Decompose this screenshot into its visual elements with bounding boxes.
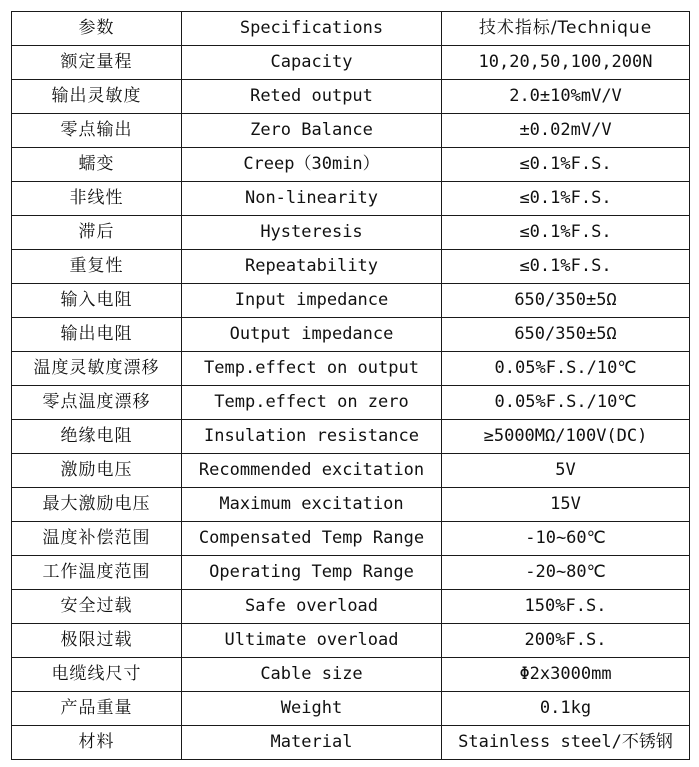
table-row [12,352,690,386]
param-name-en: Weight [182,692,442,726]
param-value: Φ2x3000mm [442,658,690,692]
param-name-en: Creep（30min） [182,148,442,182]
param-name-cn: 温度补偿范围 [12,522,182,556]
param-value: 5V [442,454,690,488]
table-row [12,454,690,488]
table-row [12,726,690,760]
param-name-en: Ultimate overload [182,624,442,658]
table-row [12,658,690,692]
param-name-cn: 激励电压 [12,454,182,488]
param-value: ±0.02mV/V [442,114,690,148]
param-name-en: Non-linearity [182,182,442,216]
table-row [12,556,690,590]
table-row [12,148,690,182]
param-name-cn: 安全过载 [12,590,182,624]
param-value: 0.05%F.S./10℃ [442,352,690,386]
param-name-cn: 重复性 [12,250,182,284]
table-row [12,284,690,318]
param-name-en: Hysteresis [182,216,442,250]
param-value: Stainless steel/不锈钢 [442,726,690,760]
table-row [12,522,690,556]
param-value: 150%F.S. [442,590,690,624]
param-name-cn: 绝缘电阻 [12,420,182,454]
table-row [12,590,690,624]
param-name-en: Temp.effect on zero [182,386,442,420]
param-name-en: Capacity [182,46,442,80]
header-cell-en: Specifications [182,12,442,46]
param-value: ≤0.1%F.S. [442,148,690,182]
param-name-cn: 输出灵敏度 [12,80,182,114]
param-name-en: Insulation resistance [182,420,442,454]
table-row [12,250,690,284]
param-name-en: Input impedance [182,284,442,318]
param-name-en: Reted output [182,80,442,114]
param-name-en: Material [182,726,442,760]
param-name-cn: 输出电阻 [12,318,182,352]
param-name-cn: 滞后 [12,216,182,250]
param-name-en: Recommended excitation [182,454,442,488]
param-name-cn: 零点温度漂移 [12,386,182,420]
table-row [12,420,690,454]
param-value: -10~60℃ [442,522,690,556]
table-row [12,182,690,216]
param-name-en: Maximum excitation [182,488,442,522]
table-row [12,318,690,352]
param-name-cn: 极限过载 [12,624,182,658]
param-name-en: Zero Balance [182,114,442,148]
param-name-cn: 温度灵敏度漂移 [12,352,182,386]
param-value: ≤0.1%F.S. [442,182,690,216]
param-name-en: Compensated Temp Range [182,522,442,556]
param-name-cn: 工作温度范围 [12,556,182,590]
table-row [12,488,690,522]
param-name-cn: 最大激励电压 [12,488,182,522]
table-row [12,216,690,250]
param-name-en: Output impedance [182,318,442,352]
param-value: 10,20,50,100,200N [442,46,690,80]
header-cell-cn: 参数 [12,12,182,46]
param-value: 15V [442,488,690,522]
spec-table-body [12,12,690,760]
table-row [12,114,690,148]
table-row [12,692,690,726]
param-name-cn: 电缆线尺寸 [12,658,182,692]
param-value: 2.0±10%mV/V [442,80,690,114]
param-name-cn: 材料 [12,726,182,760]
param-value: 0.05%F.S./10℃ [442,386,690,420]
param-name-en: Cable size [182,658,442,692]
param-name-en: Repeatability [182,250,442,284]
param-value: 0.1kg [442,692,690,726]
param-name-en: Operating Temp Range [182,556,442,590]
table-row [12,624,690,658]
param-name-cn: 非线性 [12,182,182,216]
param-name-cn: 额定量程 [12,46,182,80]
header-cell-value: 技术指标/Technique [442,12,690,46]
param-name-en: Temp.effect on output [182,352,442,386]
table-row [12,80,690,114]
param-value: ≤0.1%F.S. [442,216,690,250]
param-name-cn: 产品重量 [12,692,182,726]
table-header-row [12,12,690,46]
param-value: 200%F.S. [442,624,690,658]
param-name-en: Safe overload [182,590,442,624]
param-value: -20~80℃ [442,556,690,590]
param-value: ≥5000MΩ/100V(DC) [442,420,690,454]
param-value: 650/350±5Ω [442,318,690,352]
table-row [12,46,690,80]
param-name-cn: 输入电阻 [12,284,182,318]
param-name-cn: 蠕变 [12,148,182,182]
table-row [12,386,690,420]
spec-table [11,11,690,760]
param-value: 650/350±5Ω [442,284,690,318]
param-name-cn: 零点输出 [12,114,182,148]
param-value: ≤0.1%F.S. [442,250,690,284]
